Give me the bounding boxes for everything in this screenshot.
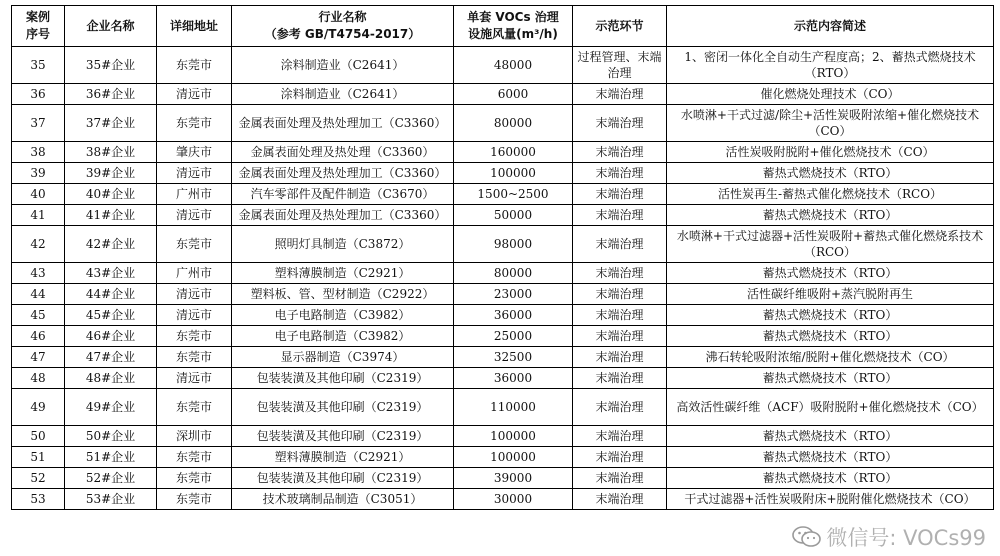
cell-case-no: 35 bbox=[12, 47, 65, 84]
cell-industry: 金属表面处理及热处理加工（C3360） bbox=[232, 105, 454, 142]
cell-content: 水喷淋+干式过滤器+活性炭吸附+蓄热式催化燃烧系技术（RCO） bbox=[667, 226, 994, 263]
cell-stage: 末端治理 bbox=[573, 263, 667, 284]
cell-case-no: 48 bbox=[12, 368, 65, 389]
cell-company: 38#企业 bbox=[65, 142, 157, 163]
cell-airflow: 50000 bbox=[454, 205, 573, 226]
cell-stage: 末端治理 bbox=[573, 389, 667, 426]
cell-company: 45#企业 bbox=[65, 305, 157, 326]
cell-stage: 末端治理 bbox=[573, 84, 667, 105]
cell-stage: 末端治理 bbox=[573, 326, 667, 347]
cell-case-no: 43 bbox=[12, 263, 65, 284]
cell-airflow: 25000 bbox=[454, 326, 573, 347]
cell-industry: 包装装潢及其他印刷（C2319） bbox=[232, 426, 454, 447]
cell-industry: 包装装潢及其他印刷（C2319） bbox=[232, 389, 454, 426]
cell-content: 蓄热式燃烧技术（RTO） bbox=[667, 426, 994, 447]
cell-company: 41#企业 bbox=[65, 205, 157, 226]
cell-content: 蓄热式燃烧技术（RTO） bbox=[667, 205, 994, 226]
cell-case-no: 38 bbox=[12, 142, 65, 163]
cell-industry: 金属表面处理及热处理加工（C3360） bbox=[232, 205, 454, 226]
cell-content: 催化燃烧处理技术（CO） bbox=[667, 84, 994, 105]
cell-address: 清远市 bbox=[157, 205, 232, 226]
cell-case-no: 41 bbox=[12, 205, 65, 226]
table-row bbox=[12, 389, 994, 426]
cell-address: 东莞市 bbox=[157, 226, 232, 263]
cell-airflow: 160000 bbox=[454, 142, 573, 163]
cell-stage: 过程管理、末端治理 bbox=[573, 47, 667, 84]
cell-case-no: 36 bbox=[12, 84, 65, 105]
cell-address: 肇庆市 bbox=[157, 142, 232, 163]
header-industry: 行业名称 （参考 GB/T4754-2017） bbox=[232, 6, 454, 47]
cell-airflow: 36000 bbox=[454, 305, 573, 326]
cell-address: 东莞市 bbox=[157, 447, 232, 468]
cell-stage: 末端治理 bbox=[573, 105, 667, 142]
cell-stage: 末端治理 bbox=[573, 205, 667, 226]
cell-case-no: 47 bbox=[12, 347, 65, 368]
cell-company: 39#企业 bbox=[65, 163, 157, 184]
table-row bbox=[12, 305, 994, 326]
cell-case-no: 42 bbox=[12, 226, 65, 263]
cell-industry: 包装装潢及其他印刷（C2319） bbox=[232, 468, 454, 489]
cell-industry: 包装装潢及其他印刷（C2319） bbox=[232, 368, 454, 389]
cell-airflow: 30000 bbox=[454, 489, 573, 510]
cell-industry: 金属表面处理及热处理加工（C3360） bbox=[232, 163, 454, 184]
cell-content: 蓄热式燃烧技术（RTO） bbox=[667, 163, 994, 184]
header-company: 企业名称 bbox=[65, 6, 157, 47]
table-row bbox=[12, 468, 994, 489]
cell-industry: 电子电路制造（C3982） bbox=[232, 305, 454, 326]
cell-stage: 末端治理 bbox=[573, 226, 667, 263]
demo-case-table bbox=[11, 5, 994, 510]
cell-stage: 末端治理 bbox=[573, 284, 667, 305]
cell-address: 广州市 bbox=[157, 184, 232, 205]
cell-airflow: 80000 bbox=[454, 263, 573, 284]
cell-content: 蓄热式燃烧技术（RTO） bbox=[667, 368, 994, 389]
cell-company: 51#企业 bbox=[65, 447, 157, 468]
cell-content: 活性炭再生-蓄热式催化燃烧技术（RCO） bbox=[667, 184, 994, 205]
table-row bbox=[12, 426, 994, 447]
cell-content: 蓄热式燃烧技术（RTO） bbox=[667, 305, 994, 326]
cell-company: 48#企业 bbox=[65, 368, 157, 389]
cell-address: 清远市 bbox=[157, 84, 232, 105]
cell-stage: 末端治理 bbox=[573, 468, 667, 489]
cell-content: 1、密闭一体化全自动生产程度高；2、蓄热式燃烧技术（RTO） bbox=[667, 47, 994, 84]
cell-stage: 末端治理 bbox=[573, 305, 667, 326]
cell-industry: 汽车零部件及配件制造（C3670） bbox=[232, 184, 454, 205]
cell-industry: 电子电路制造（C3982） bbox=[232, 326, 454, 347]
cell-case-no: 50 bbox=[12, 426, 65, 447]
table-row bbox=[12, 105, 994, 142]
cell-address: 清远市 bbox=[157, 368, 232, 389]
cell-case-no: 46 bbox=[12, 326, 65, 347]
cell-address: 广州市 bbox=[157, 263, 232, 284]
cell-content: 蓄热式燃烧技术（RTO） bbox=[667, 447, 994, 468]
cell-content: 水喷淋+干式过滤/除尘+活性炭吸附浓缩+催化燃烧技术（CO） bbox=[667, 105, 994, 142]
cell-content: 蓄热式燃烧技术（RTO） bbox=[667, 468, 994, 489]
cell-case-no: 53 bbox=[12, 489, 65, 510]
cell-airflow: 32500 bbox=[454, 347, 573, 368]
cell-stage: 末端治理 bbox=[573, 347, 667, 368]
cell-airflow: 48000 bbox=[454, 47, 573, 84]
cell-industry: 显示器制造（C3974） bbox=[232, 347, 454, 368]
cell-address: 东莞市 bbox=[157, 326, 232, 347]
cell-address: 清远市 bbox=[157, 305, 232, 326]
header-stage: 示范环节 bbox=[573, 6, 667, 47]
cell-stage: 末端治理 bbox=[573, 368, 667, 389]
cell-case-no: 45 bbox=[12, 305, 65, 326]
cell-case-no: 51 bbox=[12, 447, 65, 468]
cell-company: 43#企业 bbox=[65, 263, 157, 284]
cell-address: 东莞市 bbox=[157, 105, 232, 142]
cell-content: 活性炭吸附脱附+催化燃烧技术（CO） bbox=[667, 142, 994, 163]
table-row bbox=[12, 263, 994, 284]
cell-company: 47#企业 bbox=[65, 347, 157, 368]
cell-industry: 涂料制造业（C2641） bbox=[232, 47, 454, 84]
cell-airflow: 23000 bbox=[454, 284, 573, 305]
header-address: 详细地址 bbox=[157, 6, 232, 47]
cell-industry: 技术玻璃制品制造（C3051） bbox=[232, 489, 454, 510]
cell-airflow: 80000 bbox=[454, 105, 573, 142]
header-airflow: 单套 VOCs 治理 设施风量(m³/h) bbox=[454, 6, 573, 47]
cell-address: 东莞市 bbox=[157, 489, 232, 510]
cell-airflow: 1500~2500 bbox=[454, 184, 573, 205]
table-row bbox=[12, 368, 994, 389]
table-row bbox=[12, 47, 994, 84]
cell-company: 37#企业 bbox=[65, 105, 157, 142]
cell-address: 清远市 bbox=[157, 284, 232, 305]
table-row bbox=[12, 226, 994, 263]
cell-airflow: 39000 bbox=[454, 468, 573, 489]
cell-content: 干式过滤器+活性炭吸附床+脱附催化燃烧技术（CO） bbox=[667, 489, 994, 510]
cell-airflow: 110000 bbox=[454, 389, 573, 426]
cell-content: 活性碳纤维吸附+蒸汽脱附再生 bbox=[667, 284, 994, 305]
cell-content: 蓄热式燃烧技术（RTO） bbox=[667, 263, 994, 284]
cell-stage: 末端治理 bbox=[573, 184, 667, 205]
cell-industry: 照明灯具制造（C3872） bbox=[232, 226, 454, 263]
cell-airflow: 6000 bbox=[454, 84, 573, 105]
cell-case-no: 49 bbox=[12, 389, 65, 426]
cell-airflow: 100000 bbox=[454, 426, 573, 447]
cell-content: 高效活性碳纤维（ACF）吸附脱附+催化燃烧技术（CO） bbox=[667, 389, 994, 426]
table-row bbox=[12, 326, 994, 347]
cell-content: 蓄热式燃烧技术（RTO） bbox=[667, 326, 994, 347]
cell-address: 清远市 bbox=[157, 163, 232, 184]
cell-stage: 末端治理 bbox=[573, 163, 667, 184]
cell-industry: 塑料薄膜制造（C2921） bbox=[232, 447, 454, 468]
cell-airflow: 100000 bbox=[454, 163, 573, 184]
cell-content: 沸石转轮吸附浓缩/脱附+催化燃烧技术（CO） bbox=[667, 347, 994, 368]
cell-address: 东莞市 bbox=[157, 468, 232, 489]
cell-stage: 末端治理 bbox=[573, 447, 667, 468]
cell-case-no: 44 bbox=[12, 284, 65, 305]
cell-company: 40#企业 bbox=[65, 184, 157, 205]
table-row bbox=[12, 184, 994, 205]
table-row bbox=[12, 347, 994, 368]
table-row bbox=[12, 205, 994, 226]
cell-airflow: 100000 bbox=[454, 447, 573, 468]
cell-airflow: 98000 bbox=[454, 226, 573, 263]
table-row bbox=[12, 284, 994, 305]
cell-address: 东莞市 bbox=[157, 347, 232, 368]
header-row bbox=[12, 6, 994, 47]
cell-company: 36#企业 bbox=[65, 84, 157, 105]
cell-company: 49#企业 bbox=[65, 389, 157, 426]
cell-stage: 末端治理 bbox=[573, 142, 667, 163]
cell-address: 深圳市 bbox=[157, 426, 232, 447]
cell-case-no: 52 bbox=[12, 468, 65, 489]
cell-stage: 末端治理 bbox=[573, 489, 667, 510]
cell-industry: 涂料制造业（C2641） bbox=[232, 84, 454, 105]
wechat-icon bbox=[792, 525, 822, 549]
table-row bbox=[12, 447, 994, 468]
header-content: 示范内容简述 bbox=[667, 6, 994, 47]
cell-company: 53#企业 bbox=[65, 489, 157, 510]
cell-stage: 末端治理 bbox=[573, 426, 667, 447]
watermark bbox=[792, 522, 986, 552]
cell-case-no: 40 bbox=[12, 184, 65, 205]
watermark-text: 微信号: VOCs99 bbox=[826, 526, 986, 550]
cell-industry: 塑料薄膜制造（C2921） bbox=[232, 263, 454, 284]
cell-case-no: 37 bbox=[12, 105, 65, 142]
cell-address: 东莞市 bbox=[157, 389, 232, 426]
table-body bbox=[12, 47, 994, 510]
cell-company: 42#企业 bbox=[65, 226, 157, 263]
cell-airflow: 36000 bbox=[454, 368, 573, 389]
cell-company: 35#企业 bbox=[65, 47, 157, 84]
table-row bbox=[12, 84, 994, 105]
header-case-no: 案例 序号 bbox=[12, 6, 65, 47]
table-row bbox=[12, 163, 994, 184]
cell-industry: 金属表面处理及热处理（C3360） bbox=[232, 142, 454, 163]
cell-company: 52#企业 bbox=[65, 468, 157, 489]
cell-company: 44#企业 bbox=[65, 284, 157, 305]
cell-company: 46#企业 bbox=[65, 326, 157, 347]
table-row bbox=[12, 142, 994, 163]
cell-case-no: 39 bbox=[12, 163, 65, 184]
cell-industry: 塑料板、管、型材制造（C2922） bbox=[232, 284, 454, 305]
cell-company: 50#企业 bbox=[65, 426, 157, 447]
cell-address: 东莞市 bbox=[157, 47, 232, 84]
table-row bbox=[12, 489, 994, 510]
